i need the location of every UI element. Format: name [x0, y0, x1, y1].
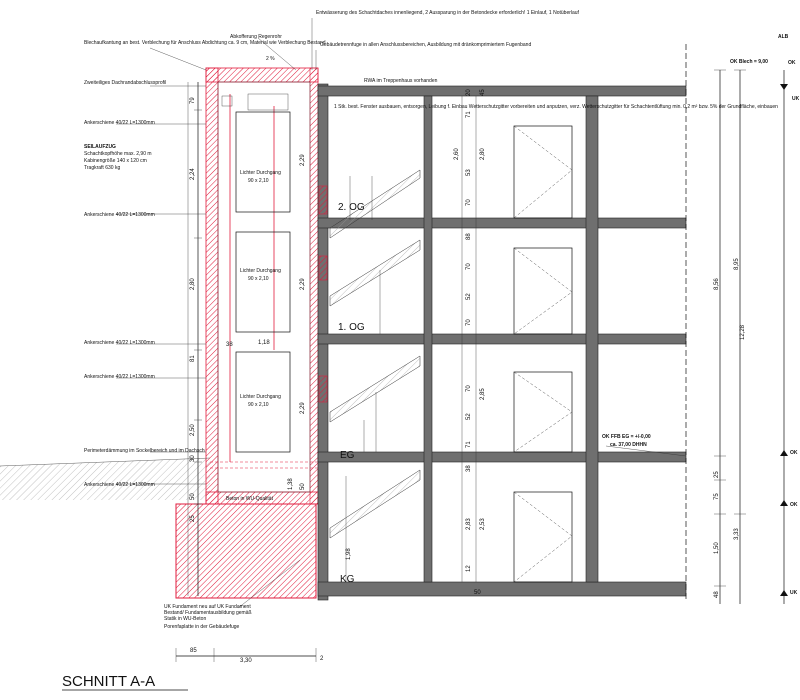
right-top-label: ALB — [778, 34, 789, 40]
shaft-dims — [226, 154, 306, 490]
svg-text:1,18: 1,18 — [258, 340, 270, 346]
level-kg: KG — [340, 574, 355, 585]
svg-text:8,95: 8,95 — [734, 258, 740, 270]
svg-text:2,50: 2,50 — [190, 424, 196, 436]
svg-text:71: 71 — [466, 441, 472, 448]
note-aufzug-title: SEILAUFZUG — [84, 144, 116, 150]
svg-text:1,50: 1,50 — [714, 542, 720, 554]
svg-text:52: 52 — [466, 293, 472, 300]
svg-text:50: 50 — [190, 493, 196, 500]
note-lichter-2: Lichter Durchgang — [240, 268, 281, 274]
note-fenster: 1 Stk. best. Fenster ausbauen, entsorgen, Leibung f. Einbau Wetterschutzgitter vorbereiten und anputzen, verz. Wetterschutzgitter für Schachtentlüftung min. 0,2 m² bzw. 5% der Grundfläche, einbauen — [334, 104, 778, 110]
left-dims — [190, 97, 196, 522]
note-gebaeudetrennfuge: Gebäudetrennfuge in allen Anschlussbereichen, Ausbildung mit dränkomprimiertem Fugenband — [320, 42, 532, 48]
right-dims — [714, 258, 746, 598]
note-aufzug-1: Schachtkopfhöhe max. 2,90 m — [84, 151, 152, 157]
note-lichter-size-2: 90 x 2,10 — [248, 276, 269, 282]
svg-text:79: 79 — [190, 97, 196, 104]
drawing-title: SCHNITT A-A — [62, 673, 156, 690]
note-anker-1: Ankerschiene 40/22 L=1300mm — [84, 120, 155, 126]
note-lichter-3: Lichter Durchgang — [240, 394, 281, 400]
stairs — [330, 170, 420, 582]
svg-text:81: 81 — [190, 355, 196, 362]
svg-text:25: 25 — [714, 471, 720, 478]
note-anker-3: Ankerschiene 40/22 L=1300mm — [84, 340, 155, 346]
svg-text:38: 38 — [226, 342, 233, 348]
svg-text:2,60: 2,60 — [454, 148, 460, 160]
svg-text:2,80: 2,80 — [190, 278, 196, 290]
note-ok-ffb: OK FFB EG = +/-0,00 — [602, 434, 651, 440]
svg-text:85: 85 — [190, 648, 197, 654]
note-blech: Blechaufkantung an best. Verblechung für Anschluss Abdichtung ca. 9 cm, Material wie Verblechung Bestand — [84, 40, 326, 46]
foundation-new — [176, 504, 316, 598]
note-dachrand: Zweiteiliges Dachrandabschlussprofil — [84, 80, 167, 86]
note-fundament-3: Statik in WU-Beton — [164, 616, 207, 622]
note-fundament-2: Bestand/ Fundamentausbildung gemäß — [164, 610, 252, 616]
svg-text:2,29: 2,29 — [300, 278, 306, 290]
note-lichter-1: Lichter Durchgang — [240, 170, 281, 176]
svg-text:2,80: 2,80 — [480, 148, 486, 160]
level-eg: EG — [340, 450, 355, 461]
note-anker-2: Ankerschiene 40/22 L=1300mm — [84, 212, 155, 218]
doors — [514, 126, 572, 582]
right-ok-label-3: OK — [790, 502, 798, 508]
note-fundament-1: UK Fundament neu auf UK Fundament — [164, 604, 251, 610]
note-entwaesserung: Entwässerung des Schachtdaches innenliegend, 2 Aussparung in der Betondecke erforderlich! 1 Einlauf, 1 Notüberlauf — [316, 10, 579, 16]
note-ok-ffb-2: ca. 37,00 DHHN — [610, 442, 647, 448]
terrain — [0, 458, 210, 500]
svg-text:2,85: 2,85 — [480, 388, 486, 400]
svg-text:3,33: 3,33 — [734, 528, 740, 540]
svg-text:70: 70 — [466, 263, 472, 270]
svg-text:1,38: 1,38 — [288, 478, 294, 490]
svg-text:70: 70 — [466, 385, 472, 392]
svg-text:12: 12 — [466, 565, 472, 572]
right-ok-label-2: OK — [790, 450, 798, 456]
svg-text:20: 20 — [466, 89, 472, 96]
note-abkofferung: Abkofferung Regenrohr — [230, 34, 282, 40]
svg-text:70: 70 — [466, 199, 472, 206]
svg-text:2,83: 2,83 — [466, 518, 472, 530]
svg-text:48: 48 — [714, 591, 720, 598]
note-aufzug-3: Tragkraft 630 kg — [84, 165, 121, 171]
svg-text:25: 25 — [190, 515, 196, 522]
shaft-wall-right — [310, 68, 318, 504]
svg-text:30: 30 — [190, 455, 196, 462]
svg-text:45: 45 — [480, 89, 486, 96]
svg-text:2: 2 — [320, 656, 324, 662]
svg-text:52: 52 — [466, 413, 472, 420]
svg-text:50: 50 — [300, 483, 306, 490]
svg-text:75: 75 — [714, 493, 720, 500]
note-aufzug-2: Kabinengröße 140 x 120 cm — [84, 158, 147, 164]
note-beton: Beton in WU-Qualität — [226, 496, 273, 502]
note-anker-4: Ankerschiene 40/22 L=1300mm — [84, 374, 155, 380]
right-uk-label-2: UK — [790, 590, 798, 596]
svg-text:2,29: 2,29 — [300, 154, 306, 166]
svg-text:88: 88 — [466, 233, 472, 240]
note-slope: 2 % — [266, 56, 275, 62]
note-lichter-size-1: 90 x 2,10 — [248, 178, 269, 184]
svg-text:2,24: 2,24 — [190, 168, 196, 180]
svg-text:70: 70 — [466, 319, 472, 326]
right-uk-label-1: UK — [792, 96, 800, 102]
svg-text:53: 53 — [466, 169, 472, 176]
svg-text:3,30: 3,30 — [240, 658, 252, 664]
level-2og: 2. OG — [338, 202, 365, 213]
shaft-wall-left — [206, 68, 218, 504]
svg-text:38: 38 — [466, 465, 472, 472]
note-perimeter: Perimeterdämmung im Sockelbereich und im Dachsch — [84, 448, 205, 454]
svg-text:8,56: 8,56 — [714, 278, 720, 290]
note-lichter-size-3: 90 x 2,10 — [248, 402, 269, 408]
note-rwa: RWA im Treppenhaus vorhanden — [364, 78, 438, 84]
svg-text:2,53: 2,53 — [480, 518, 486, 530]
right-ok-label-1: OK — [788, 60, 796, 66]
svg-text:2,29: 2,29 — [300, 402, 306, 414]
shaft-roof — [206, 68, 318, 82]
note-anker-5: Ankerschiene 40/22 L=1300mm — [84, 482, 155, 488]
note-fundament-4: Porenfaplatte in der Gebäudefuge — [164, 624, 240, 630]
svg-text:12,28: 12,28 — [740, 324, 746, 340]
level-1og: 1. OG — [338, 322, 365, 333]
svg-text:71: 71 — [466, 111, 472, 118]
svg-text:50: 50 — [474, 590, 481, 596]
svg-text:1,98: 1,98 — [346, 548, 352, 560]
right-ok-blech: OK Blech = 9,00 — [730, 59, 768, 65]
